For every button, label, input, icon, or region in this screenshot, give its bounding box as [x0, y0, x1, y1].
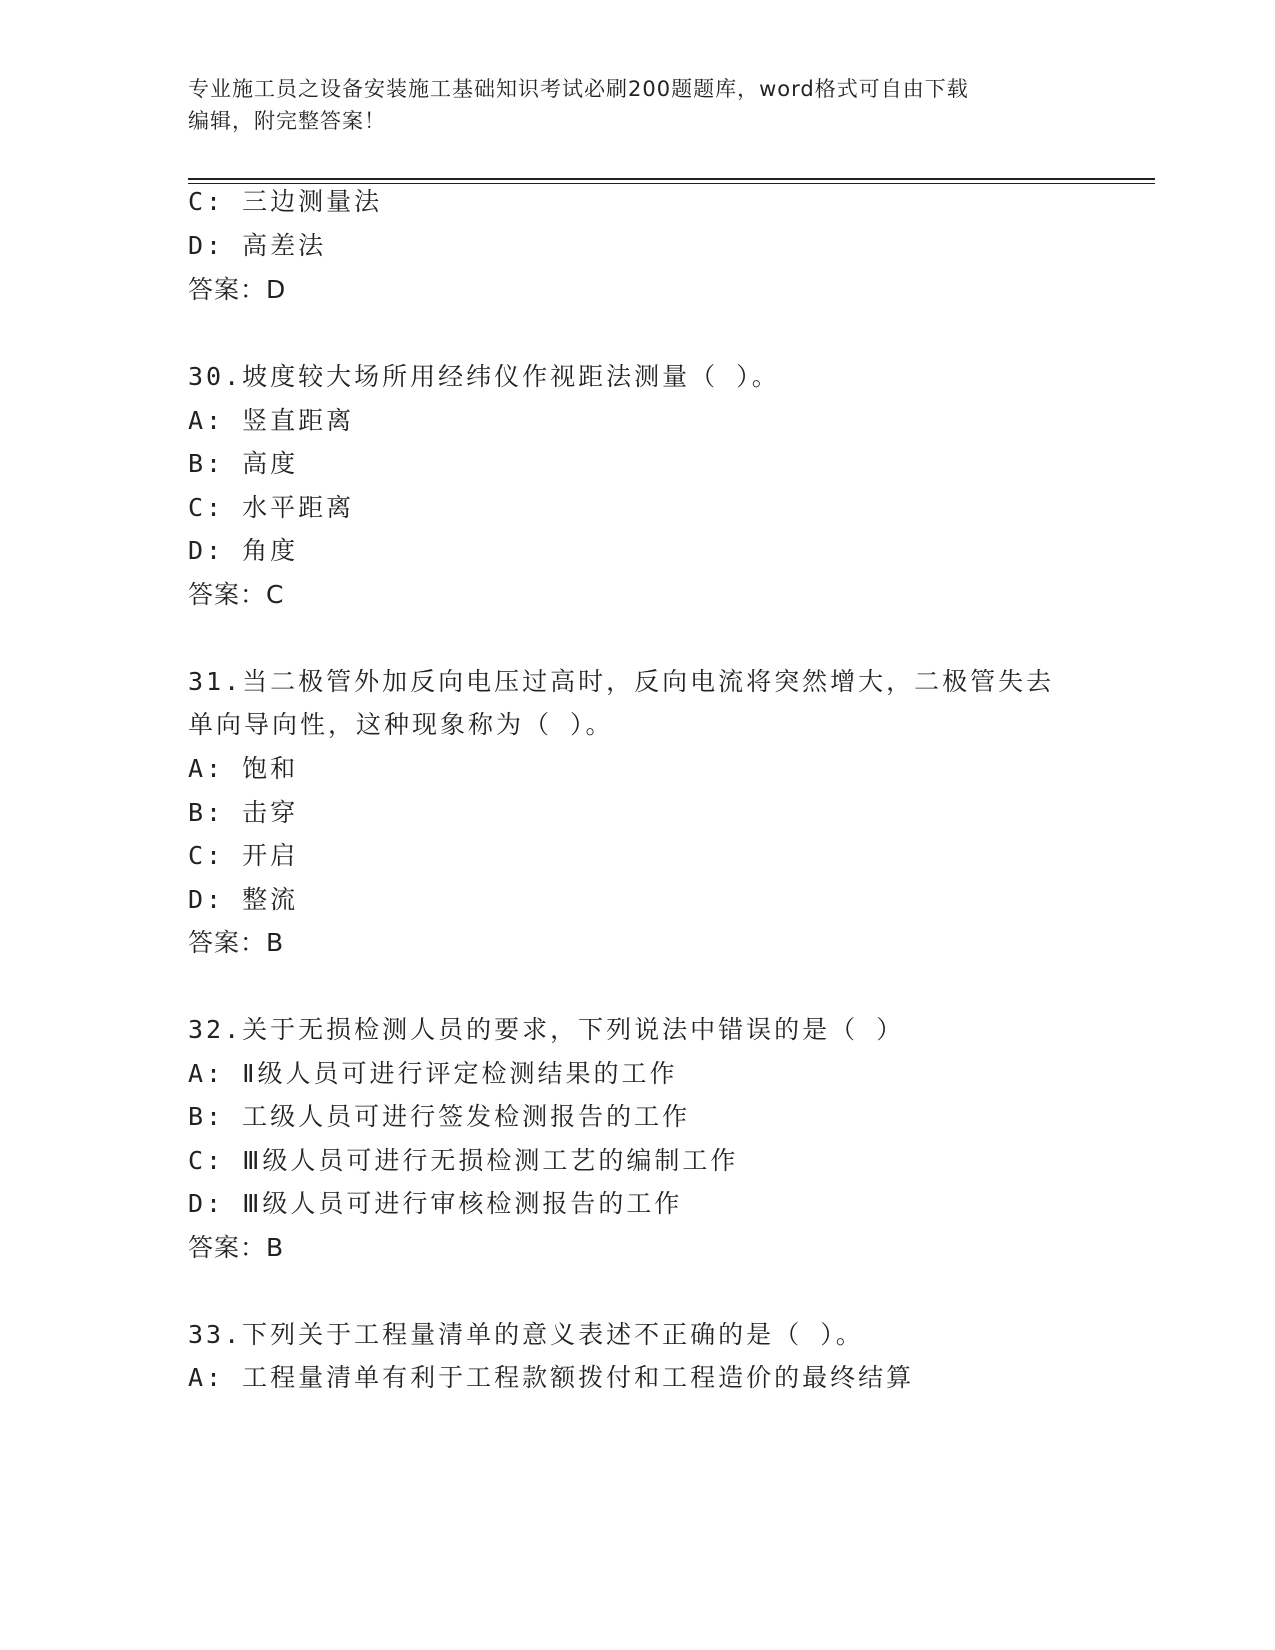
question-31-line-2: 单向导向性，这种现象称为（ ）。 — [188, 710, 614, 739]
option-c-q29: C: 三边测量法 — [188, 187, 383, 216]
header-title-line-2: 编辑，附完整答案！ — [188, 109, 386, 133]
answer-q32: 答案：B — [188, 1233, 285, 1262]
option-c-q31: C: 开启 — [188, 841, 299, 870]
document-header — [188, 73, 1088, 137]
option-b-q30: B: 高度 — [188, 449, 299, 478]
option-d-q30: D: 角度 — [188, 536, 299, 565]
option-c-q30: C: 水平距离 — [188, 493, 355, 522]
question-30: 30.坡度较大场所用经纬仪作视距法测量（ ）。 — [188, 362, 780, 391]
answer-q30: 答案：C — [188, 580, 285, 609]
answer-q29: 答案：D — [188, 275, 287, 304]
option-d-q31: D: 整流 — [188, 885, 299, 914]
option-a-q33: A: 工程量清单有利于工程款额拨付和工程造价的最终结算 — [188, 1363, 915, 1392]
question-33: 33.下列关于工程量清单的意义表述不正确的是（ ）。 — [188, 1320, 864, 1349]
question-32: 32.关于无损检测人员的要求，下列说法中错误的是（ ） — [188, 1015, 905, 1044]
option-a-q30: A: 竖直距离 — [188, 406, 355, 435]
option-b-q32: B: 工级人员可进行签发检测报告的工作 — [188, 1102, 691, 1131]
option-c-q32: C: Ⅲ级人员可进行无损检测工艺的编制工作 — [188, 1146, 739, 1175]
option-a-q31: A: 饱和 — [188, 754, 299, 783]
option-a-q32: A: Ⅱ级人员可进行评定检测结果的工作 — [188, 1059, 678, 1088]
option-d-q32: D: Ⅲ级人员可进行审核检测报告的工作 — [188, 1189, 683, 1218]
answer-q31: 答案：B — [188, 928, 285, 957]
option-b-q31: B: 击穿 — [188, 798, 299, 827]
header-title-line-1: 专业施工员之设备安装施工基础知识考试必刷200题题库，word格式可自由下载 — [188, 77, 969, 101]
option-d-q29: D: 高差法 — [188, 231, 327, 260]
question-31-line-1: 31.当二极管外加反向电压过高时，反向电流将突然增大，二极管失去 — [188, 667, 1055, 696]
